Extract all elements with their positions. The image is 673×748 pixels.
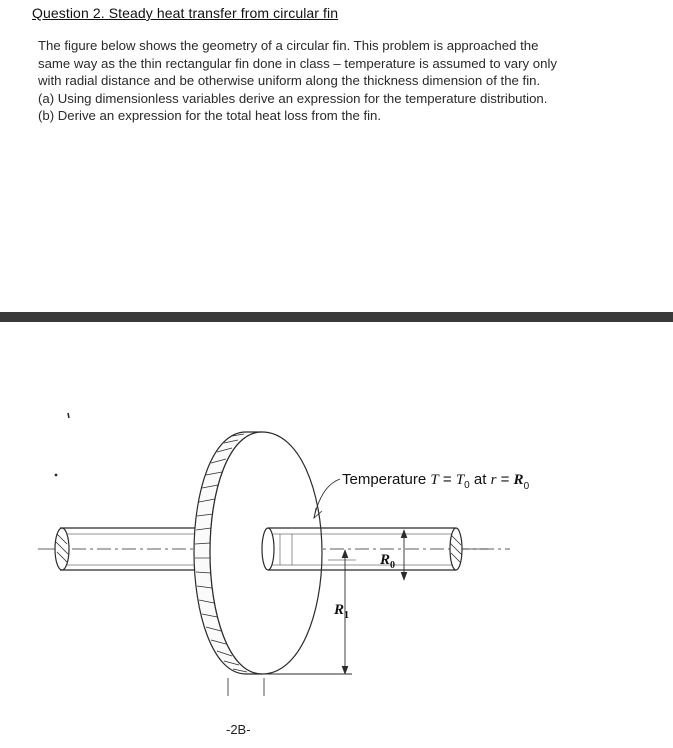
question-body	[38, 37, 648, 125]
body-line-2: same way as the thin rectangular fin done in class – temperature is assumed to vary only	[38, 55, 557, 71]
r0-label: $R_0$	[380, 552, 396, 571]
temperature-label: Temperature $T = T_0$ at $r = R_0$	[342, 471, 530, 492]
section-divider	[0, 312, 673, 322]
fin-diagram	[0, 322, 673, 748]
fin-disk	[194, 432, 322, 674]
r1-label: $R_1$	[334, 602, 350, 621]
circular-fin-figure	[0, 322, 673, 748]
page-number: -2B-	[226, 722, 251, 737]
body-line-3: with radial distance and be otherwise uniform along the thickness dimension of the fin.	[38, 73, 541, 89]
r0-dimension	[401, 530, 407, 580]
body-line-1: The figure below shows the geometry of a circular fin. This problem is approached the	[38, 38, 539, 53]
body-line-4: (a) Using dimensionless variables derive an expression for the temperature distribution.	[38, 90, 548, 106]
question-heading: Question 2. Steady heat transfer from circular fin	[32, 5, 339, 21]
body-line-5: (b) Derive an expression for the total heat loss from the fin.	[38, 108, 382, 124]
